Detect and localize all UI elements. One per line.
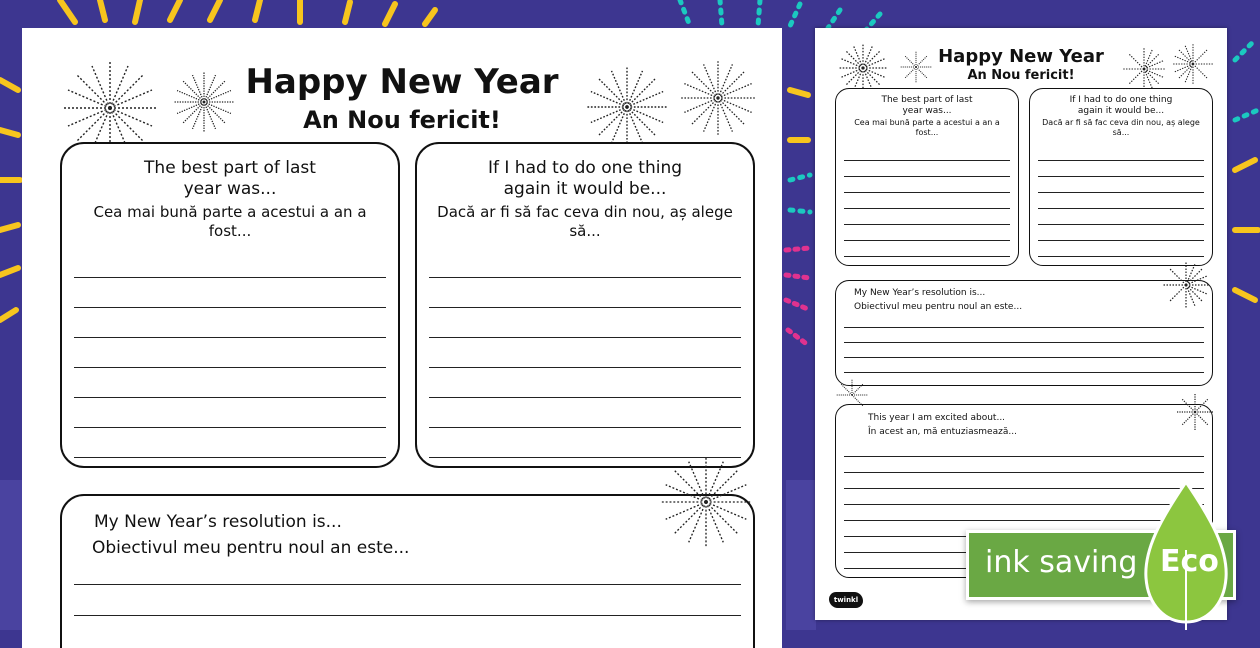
resolution-box [60,494,755,648]
best-part-en-line1: The best part of last [144,158,316,178]
one-thing-ro-line1: Dacă ar fi să fac ceva din nou, aș alege [1042,117,1200,127]
firework-icon [678,58,758,138]
one-thing-prompt-small [1030,95,1212,118]
one-thing-en-line1: If I had to do one thing [487,158,683,178]
excited-en-small: This year I am excited about... [868,413,1006,423]
firework-icon [1175,392,1215,432]
worksheet-title: Happy New Year [245,62,559,102]
best-part-prompt-small [836,95,1018,118]
resolution-en-small: My New Year’s resolution is... [854,288,986,298]
eco-label: Eco [1160,544,1219,579]
best-part-ro [62,203,398,242]
writing-lines[interactable] [74,248,386,458]
one-thing-en-line1: If I had to do one thing [1069,95,1173,105]
best-part-prompt [62,158,398,201]
writing-lines[interactable] [844,313,1204,373]
one-thing-en-line2: again it would be... [503,179,667,200]
worksheet-subtitle: An Nou fericit! [303,106,501,134]
firework-icon [1171,42,1215,86]
firework-icon [1121,46,1167,92]
one-thing-ro [417,203,753,242]
worksheet-title-small: Happy New Year [938,46,1104,67]
firework-icon [899,50,933,84]
firework-icon [658,454,754,550]
best-part-box [60,142,400,468]
writing-lines[interactable] [844,145,1010,257]
resolution-ro: Obiectivul meu pentru noul an este... [92,538,410,558]
best-part-en-line2: year was... [183,179,277,200]
one-thing-box-small [1029,88,1213,266]
writing-lines[interactable] [429,248,741,458]
one-thing-box [415,142,755,468]
firework-icon [584,64,670,150]
best-part-en-line2: year was... [902,106,952,117]
firework-icon [835,378,869,412]
one-thing-ro-small [1030,118,1212,139]
best-part-box-small [835,88,1019,266]
writing-lines[interactable] [1038,145,1204,257]
firework-icon [837,42,889,94]
worksheet-page-large [22,28,782,648]
resolution-ro-small: Obiectivul meu pentru noul an este... [854,302,1023,312]
excited-ro-small: În acest an, mă entuziasmează... [868,427,1017,437]
one-thing-prompt [417,158,753,201]
firework-icon [172,70,236,134]
best-part-ro-line2: fost... [915,127,939,137]
one-thing-ro-line2: să... [569,222,601,240]
best-part-en-line1: The best part of last [881,95,973,105]
best-part-ro-line2: fost... [208,222,252,240]
ink-saving-text: ink saving [985,545,1138,580]
best-part-ro-small [836,118,1018,139]
resolution-box-small [835,280,1213,386]
twinkl-logo: twinkl [829,592,863,608]
one-thing-ro-line1: Dacă ar fi să fac ceva din nou, aș alege [437,202,733,221]
resolution-en: My New Year’s resolution is... [94,512,342,532]
firework-icon [1161,260,1211,310]
one-thing-en-line2: again it would be... [1077,106,1165,117]
best-part-ro-line1: Cea mai bună parte a acestui a an a [854,117,1000,127]
one-thing-ro-line2: să... [1112,127,1130,137]
best-part-ro-line1: Cea mai bună parte a acestui a an a [93,202,367,221]
writing-lines[interactable] [74,554,741,616]
worksheet-subtitle-small: An Nou fericit! [967,68,1075,83]
